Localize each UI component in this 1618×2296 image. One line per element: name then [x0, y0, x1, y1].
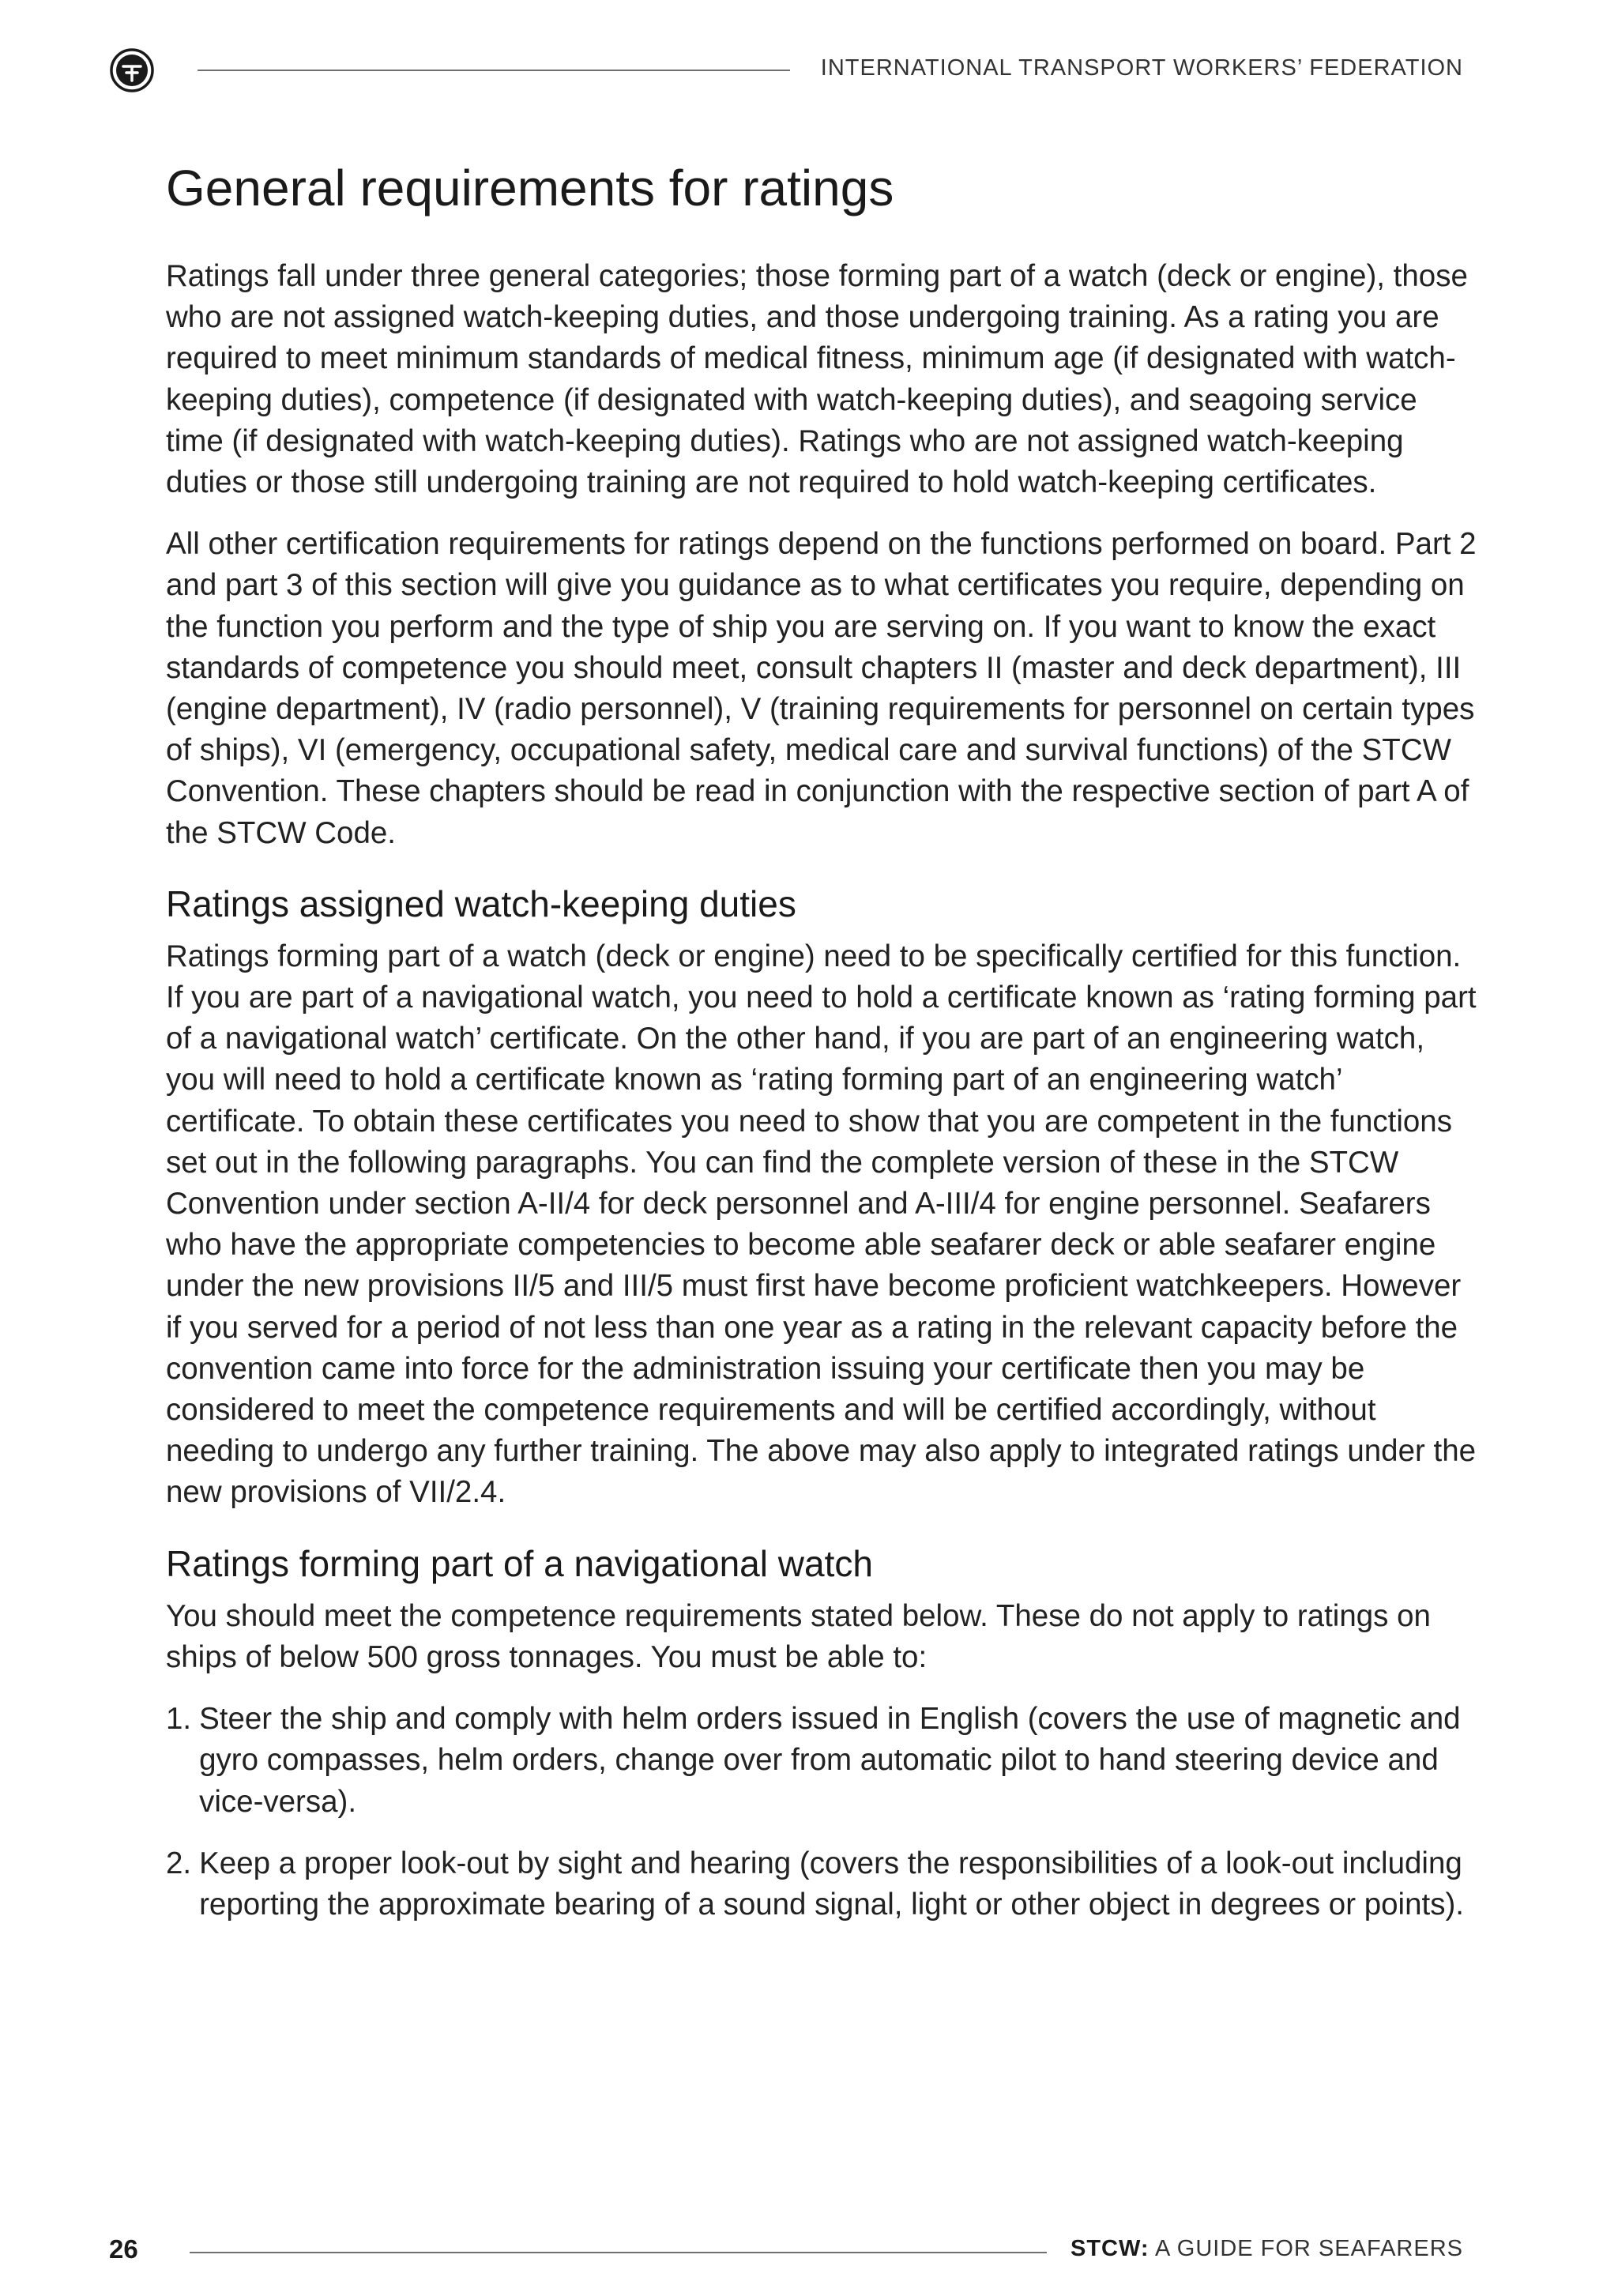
- section-heading-watch-keeping: Ratings assigned watch-keeping duties: [166, 883, 796, 924]
- publication-title-bold: STCW:: [1070, 2236, 1150, 2261]
- page-header: [0, 0, 1618, 142]
- itf-logo-icon: [109, 47, 155, 93]
- footer-divider: [190, 2252, 1047, 2253]
- document-body: [166, 155, 1477, 1946]
- list-item-number: 2.: [166, 1846, 192, 1880]
- page-number: 26: [109, 2234, 138, 2264]
- intro-paragraph-1: Ratings fall under three general categories; those forming part of a watch (deck or engine), those who are not assigned watch-keeping duties, and those undergoing training. As a rating you are required to meet minimum standards of medical fitness, minimum age (if designated with watch-keeping duties), competence (if designated with watch-keeping duties), and seagoing service time (if designated with watch-keeping duties). Ratings who are not assigned watch-keeping duties or those still undergoing training are not required to hold watch-keeping certificates.: [166, 259, 1468, 500]
- publication-title-rest: A GUIDE FOR SEAFARERS: [1149, 2236, 1463, 2261]
- section-heading-navigational-watch: Ratings forming part of a navigational watch: [166, 1542, 873, 1584]
- header-divider: [198, 70, 790, 71]
- list-item: [166, 1843, 1477, 1925]
- page-title: General requirements for ratings: [166, 160, 894, 216]
- list-item: [166, 1699, 1477, 1823]
- organization-name: INTERNATIONAL TRANSPORT WORKERS’ FEDERATION: [820, 55, 1463, 81]
- section-body-watch-keeping: Ratings forming part of a watch (deck or engine) need to be specifically certified for this function. If you are part of a navigational watch, you need to hold a certificate known as ‘rating forming part of a navigational watch’ certificate. On the other hand, if you are part of an engineering watch, you will need to hold a certificate known as ‘rating forming part of an engineering watch’ certificate. To obtain these certificates you need to show that you are competent in the functions set out in the following paragraphs. You can find the complete version of these in the STCW Convention under section A-II/4 for deck personnel and A-III/4 for engine personnel. Seafarers who have the appropriate competencies to become able seafarer deck or able seafarer engine under the new provisions II/5 and III/5 must first have become proficient watchkeepers. However if you served for a period of not less than one year as a rating in the relevant capacity before the convention came into force for the administration issuing your certificate then you may be considered to meet the competence requirements and will be certified accordingly, without needing to undergo any further training. The above may also apply to integrated ratings under the new provisions of VII/2.4.: [166, 939, 1477, 1510]
- section-body-navigational-watch: You should meet the competence requirements stated below. These do not apply to ratings on ships of below 500 gross tonnages. You must be able to:: [166, 1598, 1431, 1674]
- competence-list: [166, 1699, 1477, 1925]
- list-item-text: Steer the ship and comply with helm orders issued in English (covers the use of magnetic and gyro compasses, helm orders, change over from automatic pilot to hand steering device and vice-versa).: [199, 1702, 1461, 1819]
- intro-paragraph-2: All other certification requirements for ratings depend on the functions performed on board. Part 2 and part 3 of this section will give you guidance as to what certificates you require, depending on the function you perform and the type of ship you are serving on. If you want to know the exact standards of competence you should meet, consult chapters II (master and deck department), III (engine department), IV (radio personnel), V (training requirements for personnel on certain types of ships), VI (emergency, occupational safety, medical care and survival functions) of the STCW Convention. These chapters should be read in conjunction with the respective section of part A of the STCW Code.: [166, 527, 1477, 850]
- list-item-text: Keep a proper look-out by sight and hearing (covers the responsibilities of a look-out including reporting the approximate bearing of a sound signal, light or other object in degrees or points).: [199, 1846, 1464, 1921]
- page-footer: [0, 2220, 1618, 2268]
- publication-title: [1071, 2236, 1463, 2262]
- list-item-number: 1.: [166, 1702, 192, 1737]
